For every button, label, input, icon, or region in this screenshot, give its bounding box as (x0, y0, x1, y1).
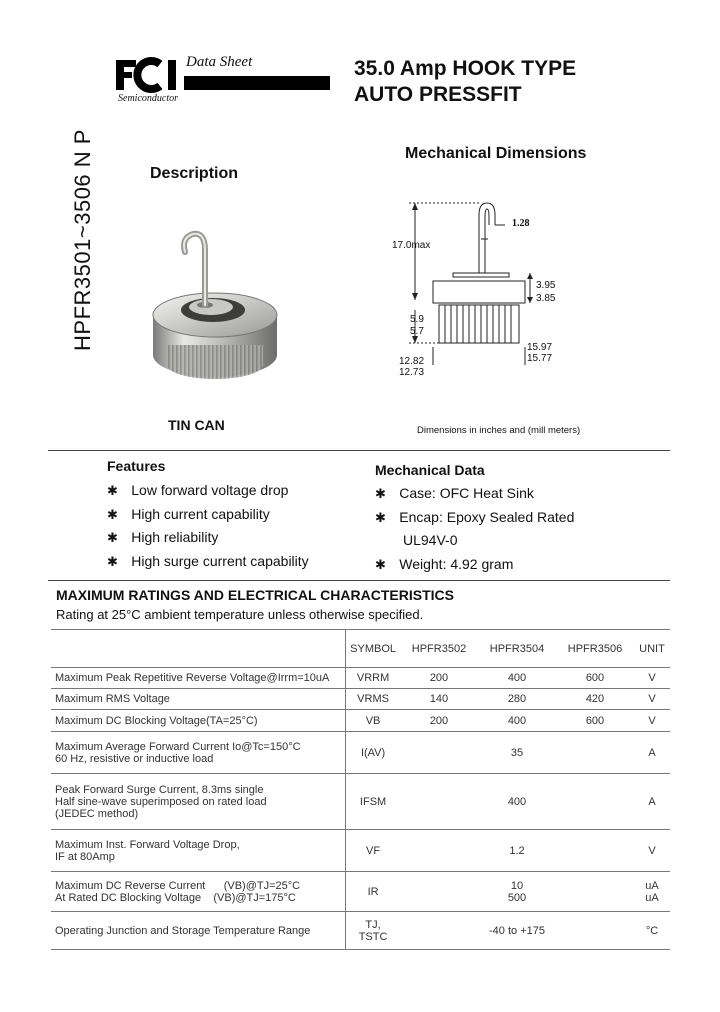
dim-label: 15.77 (527, 353, 553, 364)
asterisk-icon: ✱ (375, 486, 386, 501)
title-line-1: 35.0 Amp HOOK TYPE (354, 57, 577, 80)
asterisk-icon: ✱ (107, 530, 118, 545)
asterisk-icon: ✱ (375, 556, 386, 572)
list-item: ✱ Weight: 4.92 gram (375, 555, 514, 572)
dim-label: 17.0max (392, 240, 431, 251)
title-line-2: AUTO PRESSFIT (354, 83, 522, 106)
features-heading: Features (107, 458, 166, 474)
table-row: Operating Junction and Storage Temperature Range TJ, TSTC -40 to +175 °C (51, 912, 670, 950)
datasheet-label: Data Sheet (186, 54, 253, 70)
list-item: ✱ High reliability (107, 529, 219, 545)
table-row: Maximum Peak Repetitive Reverse Voltage@Irrm=10uA VRRM 200 400 600 V (51, 668, 670, 689)
asterisk-icon: ✱ (375, 509, 386, 525)
table-row: Peak Forward Surge Current, 8.3ms single Half sine-wave superimposed on rated load (JEDEC method) IFSM 400 A (51, 774, 670, 830)
list-item: UL94V-0 (403, 532, 458, 548)
fci-logo (116, 56, 180, 94)
ratings-table (51, 629, 670, 950)
dim-label: 3.85 (536, 293, 556, 304)
dim-label: 3.95 (536, 280, 556, 291)
dim-label: 15.97 (527, 342, 553, 353)
column-header: HPFR3506 (556, 630, 634, 668)
list-item: ✱ Low forward voltage drop (107, 482, 289, 498)
table-row: Maximum RMS Voltage VRMS 140 280 420 V (51, 689, 670, 710)
table-header-row (51, 630, 670, 668)
table-row: Maximum DC Reverse Current (VB)@TJ=25°C At Rated DC Blocking Voltage (VB)@TJ=175°C IR 10 500 uA uA (51, 872, 670, 912)
asterisk-icon: ✱ (107, 506, 118, 522)
mechanical-data-list (375, 485, 574, 579)
dimensions-note: Dimensions in inches and (mill meters) (417, 425, 581, 436)
list-item: ✱ Case: OFC Heat Sink (375, 485, 534, 501)
asterisk-icon: ✱ (107, 483, 118, 498)
list-item: ✱ High surge current capability (107, 552, 309, 569)
dim-label: 12.82 (399, 356, 425, 367)
dim-label: 5.9 (410, 314, 424, 325)
table-row: Maximum Inst. Forward Voltage Drop, IF at 80Amp VF 1.2 V (51, 830, 670, 872)
description-heading: Description (150, 165, 239, 182)
ratings-subheading: Rating at 25°C ambient temperature unless otherwise specified. (56, 607, 424, 622)
list-item: ✱ High current capability (107, 505, 270, 522)
header-bar (184, 76, 330, 90)
dim-label: 12.73 (399, 367, 425, 378)
semiconductor-label: Semiconductor (118, 93, 178, 104)
section-divider (48, 450, 670, 451)
package-label: TIN CAN (168, 417, 225, 433)
column-header: SYMBOL (346, 630, 400, 668)
mechanical-data-heading: Mechanical Data (375, 462, 485, 478)
mechanical-dimensions-heading: Mechanical Dimensions (405, 145, 587, 162)
asterisk-icon: ✱ (107, 553, 118, 569)
ratings-heading: MAXIMUM RATINGS AND ELECTRICAL CHARACTERISTICS (56, 587, 454, 603)
column-header: HPFR3504 (478, 630, 556, 668)
page-title (354, 56, 576, 108)
table-row: Maximum Average Forward Current Io@Tc=150°C 60 Hz, resistive or inductive load I(AV) 35 A (51, 732, 670, 774)
tin-can-image (145, 220, 295, 385)
column-header: UNIT (634, 630, 670, 668)
list-item: ✱ Encap: Epoxy Sealed Rated (375, 508, 575, 525)
features-list (107, 482, 309, 576)
dim-label: 5.7 (410, 326, 424, 337)
side-part-number: HPFR3501~3506 N P (70, 129, 95, 351)
table-row: Maximum DC Blocking Voltage(TA=25°C) VB 200 400 600 V (51, 710, 670, 732)
column-header: HPFR3502 (400, 630, 478, 668)
section-divider (48, 580, 670, 581)
dim-label: 1.28 (512, 218, 530, 229)
